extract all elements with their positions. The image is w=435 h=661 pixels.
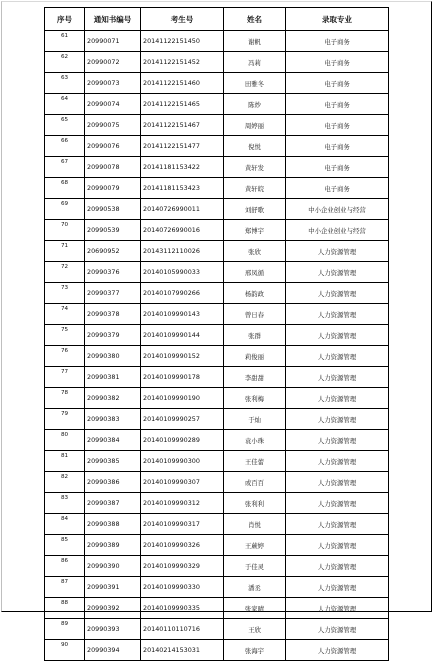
header-notice-no: 通知书编号 xyxy=(85,8,141,31)
row-notice-no-cell: 20990381 xyxy=(85,367,141,388)
row-exam-no-cell: 20140109990289 xyxy=(141,430,224,451)
row-name-cell: 张群 xyxy=(224,325,286,346)
table-row xyxy=(45,346,389,367)
row-seq-cell: 70 xyxy=(45,220,85,241)
table-row xyxy=(45,640,389,661)
table-row xyxy=(45,157,389,178)
row-seq-cell: 74 xyxy=(45,304,85,325)
table-row xyxy=(45,115,389,136)
row-major-cell: 人力资源管理 xyxy=(286,367,389,388)
row-major-cell: 人力资源管理 xyxy=(286,493,389,514)
row-exam-no-cell: 20140109990307 xyxy=(141,472,224,493)
row-name-cell: 张欣 xyxy=(224,241,286,262)
table-row xyxy=(45,451,389,472)
row-notice-no-cell: 20990389 xyxy=(85,535,141,556)
row-notice-no-cell: 20990075 xyxy=(85,115,141,136)
table-row xyxy=(45,367,389,388)
table-row xyxy=(45,178,389,199)
row-exam-no-cell: 20141122151452 xyxy=(141,52,224,73)
table-row xyxy=(45,199,389,220)
row-exam-no-cell: 20140110110716 xyxy=(141,619,224,640)
row-seq-cell: 69 xyxy=(45,199,85,220)
row-name-cell: 田雅冬 xyxy=(224,73,286,94)
row-major-cell: 电子商务 xyxy=(286,52,389,73)
row-exam-no-cell: 20140109990335 xyxy=(141,598,224,619)
row-name-cell: 冯莉 xyxy=(224,52,286,73)
row-seq-cell: 64 xyxy=(45,94,85,115)
row-name-cell: 王佳蕾 xyxy=(224,451,286,472)
table-row xyxy=(45,220,389,241)
row-exam-no-cell: 20140107990266 xyxy=(141,283,224,304)
row-seq-cell: 66 xyxy=(45,136,85,157)
row-notice-no-cell: 20990071 xyxy=(85,31,141,52)
admission-table xyxy=(44,7,389,661)
row-name-cell: 杨韵政 xyxy=(224,283,286,304)
table-row xyxy=(45,556,389,577)
row-notice-no-cell: 20990073 xyxy=(85,73,141,94)
row-name-cell: 王欣 xyxy=(224,619,286,640)
row-major-cell: 中小企业创业与经营 xyxy=(286,199,389,220)
row-major-cell: 人力资源管理 xyxy=(286,241,389,262)
table-row xyxy=(45,430,389,451)
table-row xyxy=(45,577,389,598)
row-exam-no-cell: 20140109990300 xyxy=(141,451,224,472)
row-exam-no-cell: 20140109990312 xyxy=(141,493,224,514)
row-name-cell: 周婷丽 xyxy=(224,115,286,136)
row-exam-no-cell: 20140109990152 xyxy=(141,346,224,367)
header-major: 录取专业 xyxy=(286,8,389,31)
row-major-cell: 人力资源管理 xyxy=(286,577,389,598)
row-seq-cell: 79 xyxy=(45,409,85,430)
table-row xyxy=(45,94,389,115)
row-major-cell: 电子商务 xyxy=(286,178,389,199)
row-seq-cell: 83 xyxy=(45,493,85,514)
row-exam-no-cell: 20141122151477 xyxy=(141,136,224,157)
table-row xyxy=(45,304,389,325)
row-notice-no-cell: 20990386 xyxy=(85,472,141,493)
row-exam-no-cell: 20140109990257 xyxy=(141,409,224,430)
row-name-cell: 曾日春 xyxy=(224,304,286,325)
row-major-cell: 人力资源管理 xyxy=(286,409,389,430)
row-exam-no-cell: 20140105990033 xyxy=(141,262,224,283)
row-major-cell: 人力资源管理 xyxy=(286,304,389,325)
row-name-cell: 袁小珠 xyxy=(224,430,286,451)
row-major-cell: 人力资源管理 xyxy=(286,472,389,493)
row-notice-no-cell: 20990393 xyxy=(85,619,141,640)
row-notice-no-cell: 20990079 xyxy=(85,178,141,199)
row-major-cell: 人力资源管理 xyxy=(286,283,389,304)
row-major-cell: 人力资源管理 xyxy=(286,451,389,472)
row-major-cell: 中小企业创业与经营 xyxy=(286,220,389,241)
row-seq-cell: 84 xyxy=(45,514,85,535)
row-seq-cell: 87 xyxy=(45,577,85,598)
row-notice-no-cell: 20990394 xyxy=(85,640,141,661)
row-exam-no-cell: 20140109990144 xyxy=(141,325,224,346)
row-exam-no-cell: 20140726990011 xyxy=(141,199,224,220)
table-row xyxy=(45,31,389,52)
row-name-cell: 于佳灵 xyxy=(224,556,286,577)
row-notice-no-cell: 20990074 xyxy=(85,94,141,115)
row-exam-no-cell: 20140109990317 xyxy=(141,514,224,535)
row-major-cell: 人力资源管理 xyxy=(286,346,389,367)
row-major-cell: 人力资源管理 xyxy=(286,262,389,283)
table-row xyxy=(45,535,389,556)
row-exam-no-cell: 20141181153423 xyxy=(141,178,224,199)
row-seq-cell: 86 xyxy=(45,556,85,577)
table-row xyxy=(45,514,389,535)
table-row xyxy=(45,241,389,262)
row-notice-no-cell: 20990539 xyxy=(85,220,141,241)
row-seq-cell: 89 xyxy=(45,619,85,640)
header-exam-no: 考生号 xyxy=(141,8,224,31)
row-seq-cell: 62 xyxy=(45,52,85,73)
row-seq-cell: 65 xyxy=(45,115,85,136)
row-seq-cell: 80 xyxy=(45,430,85,451)
row-major-cell: 人力资源管理 xyxy=(286,598,389,619)
row-seq-cell: 75 xyxy=(45,325,85,346)
row-exam-no-cell: 20140109990143 xyxy=(141,304,224,325)
row-name-cell: 张家晴 xyxy=(224,598,286,619)
row-major-cell: 人力资源管理 xyxy=(286,535,389,556)
row-seq-cell: 81 xyxy=(45,451,85,472)
table-body xyxy=(45,31,389,661)
row-notice-no-cell: 20990378 xyxy=(85,304,141,325)
row-major-cell: 电子商务 xyxy=(286,31,389,52)
table-row xyxy=(45,283,389,304)
row-major-cell: 电子商务 xyxy=(286,157,389,178)
row-notice-no-cell: 20990379 xyxy=(85,325,141,346)
table-row xyxy=(45,409,389,430)
row-name-cell: 谢帆 xyxy=(224,31,286,52)
row-notice-no-cell: 20690952 xyxy=(85,241,141,262)
table-row xyxy=(45,598,389,619)
row-notice-no-cell: 20990078 xyxy=(85,157,141,178)
row-major-cell: 人力资源管理 xyxy=(286,388,389,409)
row-seq-cell: 77 xyxy=(45,367,85,388)
row-major-cell: 电子商务 xyxy=(286,115,389,136)
row-exam-no-cell: 20140109990330 xyxy=(141,577,224,598)
table-row xyxy=(45,52,389,73)
row-notice-no-cell: 20990383 xyxy=(85,409,141,430)
row-name-cell: 于灿 xyxy=(224,409,286,430)
row-name-cell: 黄轩皖 xyxy=(224,178,286,199)
row-notice-no-cell: 20990387 xyxy=(85,493,141,514)
row-major-cell: 人力资源管理 xyxy=(286,640,389,661)
row-name-cell: 潘丞 xyxy=(224,577,286,598)
row-exam-no-cell: 20140726990016 xyxy=(141,220,224,241)
row-seq-cell: 82 xyxy=(45,472,85,493)
row-name-cell: 莉俊丽 xyxy=(224,346,286,367)
row-name-cell: 倪悦 xyxy=(224,136,286,157)
row-name-cell: 肖悦 xyxy=(224,514,286,535)
table-row xyxy=(45,388,389,409)
row-notice-no-cell: 20990390 xyxy=(85,556,141,577)
row-notice-no-cell: 20990388 xyxy=(85,514,141,535)
row-name-cell: 或百百 xyxy=(224,472,286,493)
header-row xyxy=(45,8,389,31)
table-row xyxy=(45,262,389,283)
row-major-cell: 人力资源管理 xyxy=(286,556,389,577)
header-name: 姓名 xyxy=(224,8,286,31)
row-seq-cell: 85 xyxy=(45,535,85,556)
row-major-cell: 电子商务 xyxy=(286,136,389,157)
row-seq-cell: 76 xyxy=(45,346,85,367)
row-seq-cell: 71 xyxy=(45,241,85,262)
row-name-cell: 张利利 xyxy=(224,493,286,514)
row-seq-cell: 61 xyxy=(45,31,85,52)
header-seq: 序号 xyxy=(45,8,85,31)
row-seq-cell: 67 xyxy=(45,157,85,178)
row-name-cell: 郑博宇 xyxy=(224,220,286,241)
row-seq-cell: 88 xyxy=(45,598,85,619)
row-notice-no-cell: 20990391 xyxy=(85,577,141,598)
row-name-cell: 陈炒 xyxy=(224,94,286,115)
row-name-cell: 张海宇 xyxy=(224,640,286,661)
row-notice-no-cell: 20990072 xyxy=(85,52,141,73)
row-notice-no-cell: 20990377 xyxy=(85,283,141,304)
row-exam-no-cell: 20141181153422 xyxy=(141,157,224,178)
row-major-cell: 人力资源管理 xyxy=(286,619,389,640)
table-row xyxy=(45,73,389,94)
row-name-cell: 张利梅 xyxy=(224,388,286,409)
row-exam-no-cell: 20141122151460 xyxy=(141,73,224,94)
row-exam-no-cell: 20140109990326 xyxy=(141,535,224,556)
table-row xyxy=(45,493,389,514)
row-major-cell: 人力资源管理 xyxy=(286,325,389,346)
row-notice-no-cell: 20990376 xyxy=(85,262,141,283)
row-exam-no-cell: 20140109990329 xyxy=(141,556,224,577)
row-major-cell: 人力资源管理 xyxy=(286,430,389,451)
row-seq-cell: 68 xyxy=(45,178,85,199)
row-seq-cell: 73 xyxy=(45,283,85,304)
row-notice-no-cell: 20990384 xyxy=(85,430,141,451)
row-major-cell: 人力资源管理 xyxy=(286,514,389,535)
row-exam-no-cell: 20140214153031 xyxy=(141,640,224,661)
row-exam-no-cell: 20140109990178 xyxy=(141,367,224,388)
row-notice-no-cell: 20990385 xyxy=(85,451,141,472)
row-major-cell: 电子商务 xyxy=(286,94,389,115)
table-row xyxy=(45,325,389,346)
row-notice-no-cell: 20990392 xyxy=(85,598,141,619)
row-notice-no-cell: 20990538 xyxy=(85,199,141,220)
row-seq-cell: 90 xyxy=(45,640,85,661)
row-exam-no-cell: 20143112110026 xyxy=(141,241,224,262)
row-name-cell: 邢凤循 xyxy=(224,262,286,283)
table-row xyxy=(45,619,389,640)
row-name-cell: 李甜甜 xyxy=(224,367,286,388)
row-exam-no-cell: 20141122151467 xyxy=(141,115,224,136)
row-exam-no-cell: 20141122151465 xyxy=(141,94,224,115)
row-exam-no-cell: 20141122151450 xyxy=(141,31,224,52)
row-seq-cell: 78 xyxy=(45,388,85,409)
row-notice-no-cell: 20990380 xyxy=(85,346,141,367)
row-notice-no-cell: 20990076 xyxy=(85,136,141,157)
table-row xyxy=(45,136,389,157)
row-seq-cell: 63 xyxy=(45,73,85,94)
table-row xyxy=(45,472,389,493)
row-major-cell: 电子商务 xyxy=(286,73,389,94)
row-notice-no-cell: 20990382 xyxy=(85,388,141,409)
row-exam-no-cell: 20140109990190 xyxy=(141,388,224,409)
row-name-cell: 黄轩发 xyxy=(224,157,286,178)
row-seq-cell: 72 xyxy=(45,262,85,283)
row-name-cell: 刘舒歌 xyxy=(224,199,286,220)
row-name-cell: 王蕨婷 xyxy=(224,535,286,556)
